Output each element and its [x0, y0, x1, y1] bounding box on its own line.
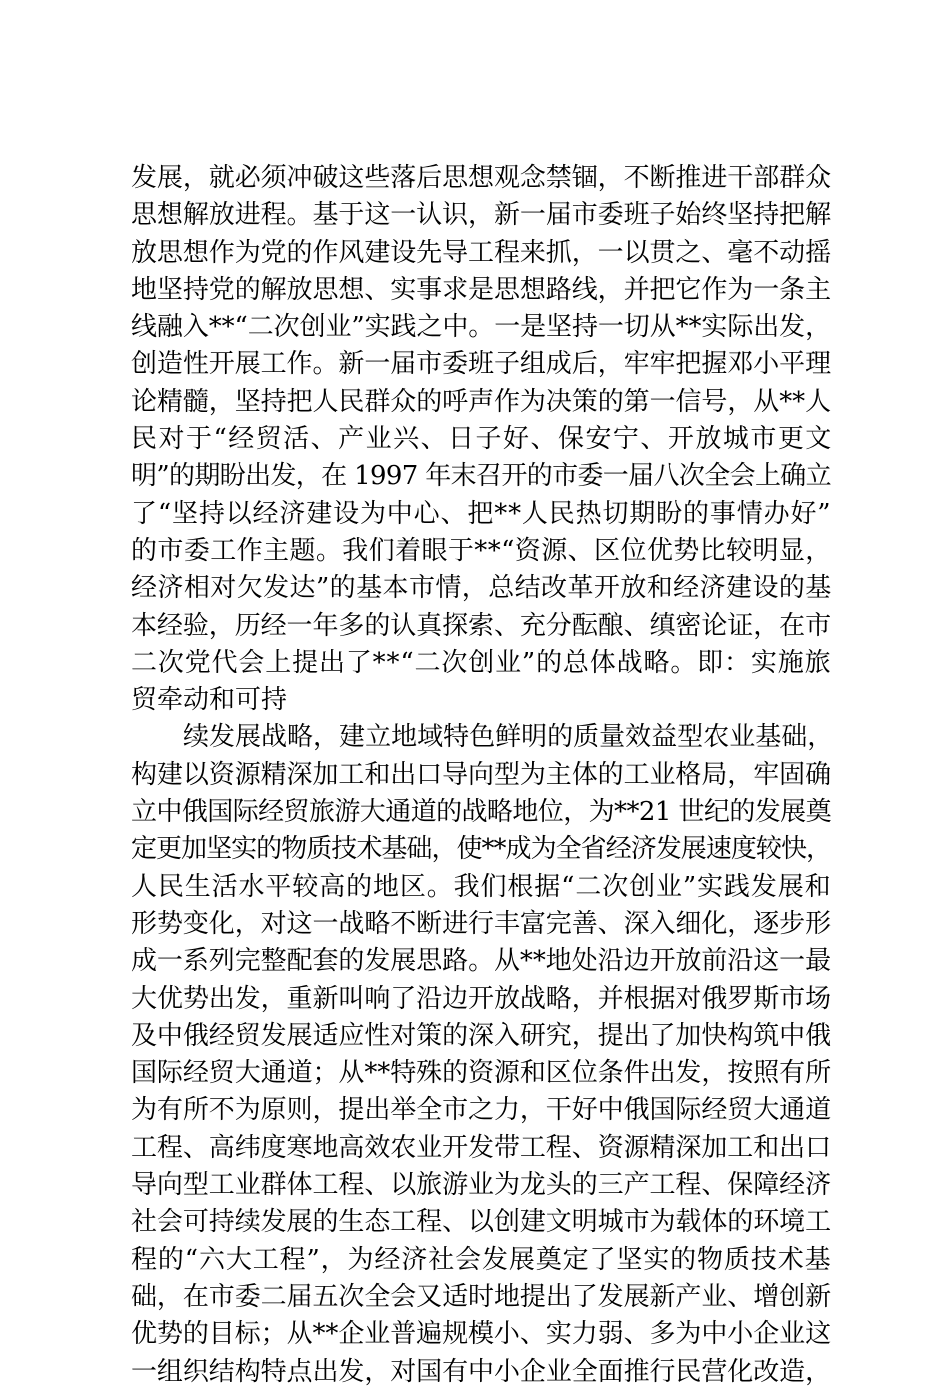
text-line: 立中俄国际经贸旅游大通道的战略地位，为**21 世纪的发展奠	[131, 797, 831, 828]
text-line: 本经验，历经一年多的认真探索、充分酝酿、缜密论证，在市	[131, 610, 831, 641]
text-line: 一组织结构特点出发，对国有中小企业全面推行民营化改造，	[131, 1356, 831, 1387]
text-line: 续发展战略，建立地域特色鲜明的质量效益型农业基础，	[183, 722, 831, 753]
text-line: 人民生活水平较高的地区。我们根据“二次创业”实践发展和	[131, 871, 832, 902]
text-line: 线融入**“二次创业”实践之中。一是坚持一切从**实际出发，	[131, 312, 831, 343]
text-line: 及中俄经贸发展适应性对策的深入研究，提出了加快构筑中俄	[131, 1020, 831, 1051]
text-line: 定更加坚实的物质技术基础，使**成为全省经济发展速度较快，	[131, 834, 831, 865]
text-line: 思想解放进程。基于这一认识，新一届市委班子始终坚持把解	[131, 200, 831, 231]
text-line: 为有所不为原则，提出举全市之力，干好中俄国际经贸大通道	[131, 1095, 831, 1126]
text-line: 明”的期盼出发，在 1997 年末召开的市委一届八次全会上确立	[131, 461, 831, 492]
paragraph-2	[131, 719, 831, 1390]
paragraph-1	[131, 160, 831, 719]
text-line: 创造性开展工作。新一届市委班子组成后，牢牢把握邓小平理	[131, 349, 831, 380]
text-line: 优势的目标；从**企业普遍规模小、实力弱、多为中小企业这	[131, 1319, 831, 1350]
text-line: 的市委工作主题。我们着眼于**“资源、区位优势比较明显，	[131, 535, 832, 566]
text-line: 国际经贸大通道；从**特殊的资源和区位条件出发，按照有所	[131, 1058, 831, 1089]
text-line: 社会可持续发展的生态工程、以创建文明城市为载体的环境工	[131, 1207, 831, 1238]
text-line: 二次党代会上提出了**“二次创业”的总体战略。即：实施旅	[131, 647, 832, 678]
text-line: 地坚持党的解放思想、实事求是思想路线，并把它作为一条主	[131, 274, 831, 305]
text-line: 础，在市委二届五次全会又适时地提出了发展新产业、增创新	[131, 1281, 831, 1312]
text-line: 经济相对欠发达”的基本市情，总结改革开放和经济建设的基	[131, 573, 832, 604]
text-line: 导向型工业群体工程、以旅游业为龙头的三产工程、保障经济	[131, 1170, 831, 1201]
text-line: 程的“六大工程”，为经济社会发展奠定了坚实的物质技术基	[131, 1244, 832, 1275]
text-line: 贸牵动和可持	[131, 685, 288, 716]
text-line: 形势变化，对这一战略不断进行丰富完善、深入细化，逐步形	[131, 908, 831, 939]
text-line: 成一系列完整配套的发展思路。从**地处沿边开放前沿这一最	[131, 946, 831, 977]
text-line: 放思想作为党的作风建设先导工程来抓，一以贯之、毫不动摇	[131, 237, 831, 268]
text-line: 工程、高纬度寒地高效农业开发带工程、资源精深加工和出口	[131, 1132, 831, 1163]
text-line: 发展，就必须冲破这些落后思想观念禁锢，不断推进干部群众	[131, 163, 831, 193]
body-text	[131, 160, 831, 1391]
text-line: 构建以资源精深加工和出口导向型为主体的工业格局，牢固确	[131, 759, 831, 790]
text-line: 大优势出发，重新叫响了沿边开放战略，并根据对俄罗斯市场	[131, 983, 831, 1014]
text-line: 民对于“经贸活、产业兴、日子好、保安宁、开放城市更文	[131, 424, 833, 455]
text-line: 了“坚持以经济建设为中心、把**人民热切期盼的事情办好”	[131, 498, 832, 529]
text-line: 论精髓，坚持把人民群众的呼声作为决策的第一信号，从**人	[131, 386, 831, 417]
